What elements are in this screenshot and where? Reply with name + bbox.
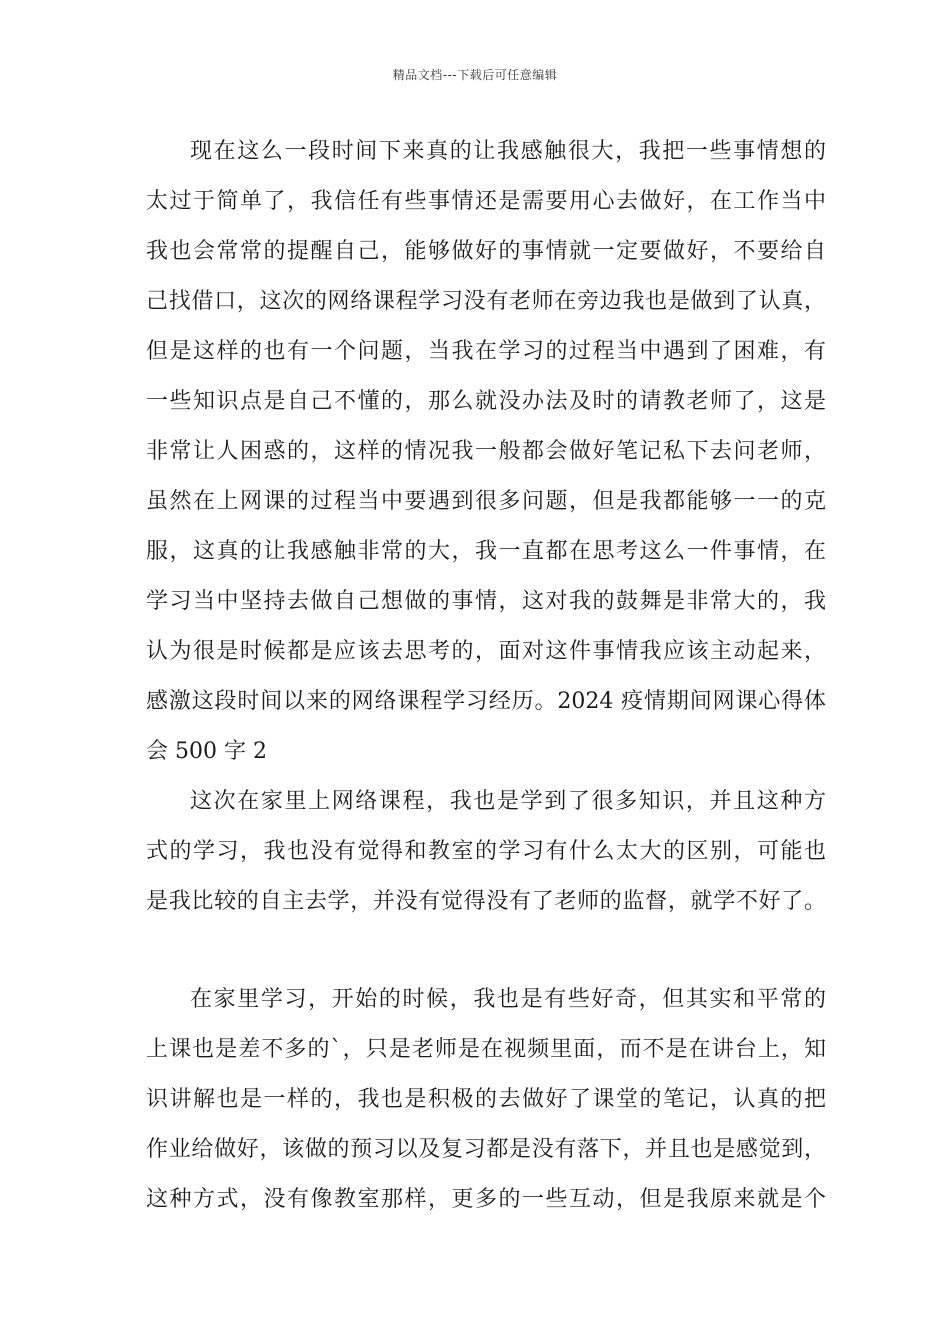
paragraph-1-line-6: 一些知识点是自己不懂的，那么就没办法及时的请教老师了，这是 <box>146 389 826 414</box>
paragraph-3-line-4: 作业给做好，该做的预习以及复习都是没有落下，并且也是感觉到， <box>146 1137 826 1162</box>
paragraph-1-line-10: 学习当中坚持去做自己想做的事情，这对我的鼓舞是非常大的，我 <box>146 589 826 614</box>
paragraph-1-line-13: 会 500 字 2 <box>146 739 267 764</box>
paragraph-2-line-3: 是我比较的自主去学，并没有觉得没有了老师的监督，就学不好了。 <box>146 889 826 914</box>
paragraph-2-line-2: 式的学习，我也没有觉得和教室的学习有什么太大的区别，可能也 <box>146 839 826 864</box>
page-header: 精品文档---下载后可任意编辑 <box>392 68 558 82</box>
paragraph-1-line-5: 但是这样的也有一个问题，当我在学习的过程当中遇到了困难，有 <box>146 339 826 364</box>
paragraph-1-line-3: 我也会常常的提醒自己，能够做好的事情就一定要做好，不要给自 <box>146 239 826 264</box>
paragraph-1-line-12: 感激这段时间以来的网络课程学习经历。2024 疫情期间网课心得体 <box>146 689 826 714</box>
paragraph-1-line-11: 认为很是时候都是应该去思考的，面对这件事情我应该主动起来， <box>146 639 826 664</box>
paragraph-3-line-5: 这种方式，没有像教室那样，更多的一些互动，但是我原来就是个 <box>146 1187 826 1212</box>
paragraph-1-line-9: 服，这真的让我感触非常的大，我一直都在思考这么一件事情，在 <box>146 539 826 564</box>
paragraph-1-line-2: 太过于简单了，我信任有些事情还是需要用心去做好，在工作当中 <box>146 189 826 214</box>
paragraph-2-line-1: 这次在家里上网络课程，我也是学到了很多知识，并且这种方 <box>190 789 826 814</box>
paragraph-3-line-2: 上课也是差不多的`，只是老师是在视频里面，而不是在讲台上，知 <box>146 1037 826 1062</box>
paragraph-1-line-7: 非常让人困惑的，这样的情况我一般都会做好笔记私下去问老师， <box>146 439 826 464</box>
paragraph-1-line-1: 现在这么一段时间下来真的让我感触很大，我把一些事情想的 <box>190 139 826 164</box>
paragraph-1-line-4: 己找借口，这次的网络课程学习没有老师在旁边我也是做到了认真， <box>146 289 826 314</box>
paragraph-1-line-8: 虽然在上网课的过程当中要遇到很多问题，但是我都能够一一的克 <box>146 489 826 514</box>
paragraph-3-line-1: 在家里学习，开始的时候，我也是有些好奇，但其实和平常的 <box>190 987 826 1012</box>
paragraph-3-line-3: 识讲解也是一样的，我也是积极的去做好了课堂的笔记，认真的把 <box>146 1087 826 1112</box>
